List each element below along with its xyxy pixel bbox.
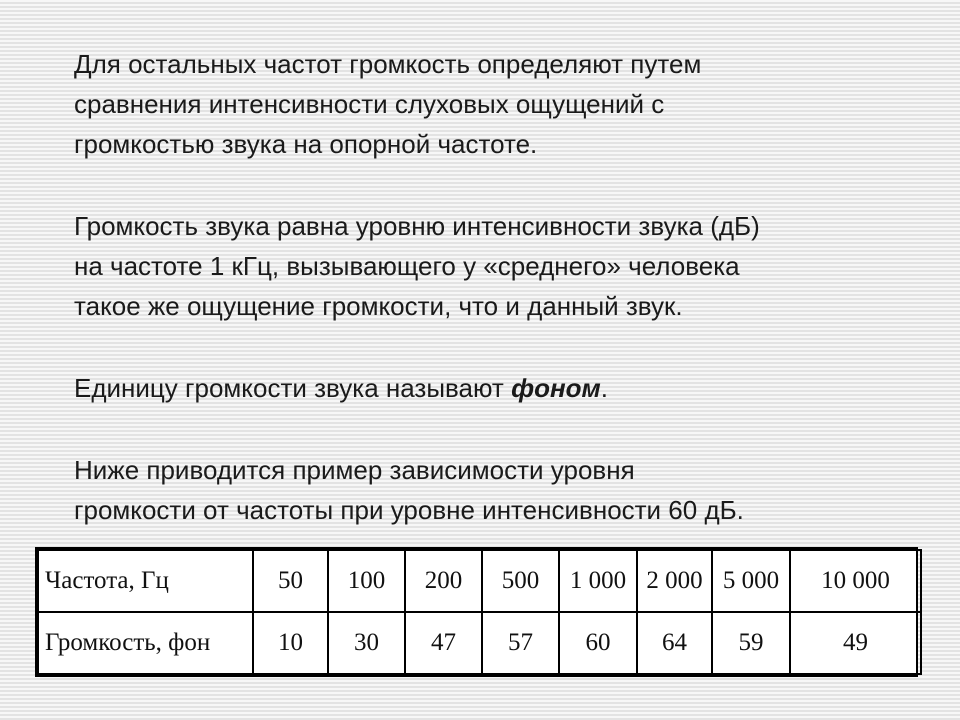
table-cell: 50: [253, 550, 328, 612]
table-cell: 10 000: [790, 550, 921, 612]
table-cell: 2 000: [637, 550, 712, 612]
table-row-frequency: [38, 550, 921, 612]
paragraph-phon-unit: [74, 368, 904, 408]
table-cell: 59: [712, 612, 790, 674]
text-line: такое же ощущение громкости, что и данный звук.: [74, 291, 683, 321]
text-line: громкости от частоты при уровне интенсивности 60 дБ.: [74, 495, 744, 525]
text-line: сравнения интенсивности слуховых ощущений с: [74, 89, 665, 119]
table-row-loudness: [38, 612, 921, 674]
row-label-frequency: Частота, Гц: [38, 550, 253, 612]
paragraph-reference-frequency: [74, 44, 904, 164]
slide-text: [74, 44, 904, 572]
table-cell: 10: [253, 612, 328, 674]
text-line: на частоте 1 кГц, вызывающего у «среднего» человека: [74, 251, 740, 281]
table-cell: 60: [559, 612, 637, 674]
paragraph-example-intro: [74, 450, 904, 530]
loudness-table-grid: [37, 549, 922, 675]
text-line: Громкость звука равна уровню интенсивности звука (дБ): [74, 211, 760, 241]
text-line: Ниже приводится пример зависимости уровня: [74, 455, 635, 485]
paragraph-loudness-definition: [74, 206, 904, 326]
table-cell: 49: [790, 612, 921, 674]
table-cell: 47: [405, 612, 482, 674]
phon-term: фоном: [511, 373, 601, 403]
text-line: громкостью звука на опорной частоте.: [74, 129, 538, 159]
text-line: Для остальных частот громкость определяют путем: [74, 49, 702, 79]
text-line: [74, 368, 904, 408]
table-cell: 500: [482, 550, 559, 612]
table-cell: 1 000: [559, 550, 637, 612]
table-cell: 64: [637, 612, 712, 674]
row-label-loudness: Громкость, фон: [38, 612, 253, 674]
table-cell: 5 000: [712, 550, 790, 612]
loudness-table: [35, 547, 918, 677]
table-cell: 100: [328, 550, 405, 612]
phon-text-before: Единицу громкости звука называют: [74, 373, 512, 403]
table-cell: 57: [482, 612, 559, 674]
phon-text-after: .: [600, 373, 609, 403]
table-cell: 200: [405, 550, 482, 612]
table-cell: 30: [328, 612, 405, 674]
